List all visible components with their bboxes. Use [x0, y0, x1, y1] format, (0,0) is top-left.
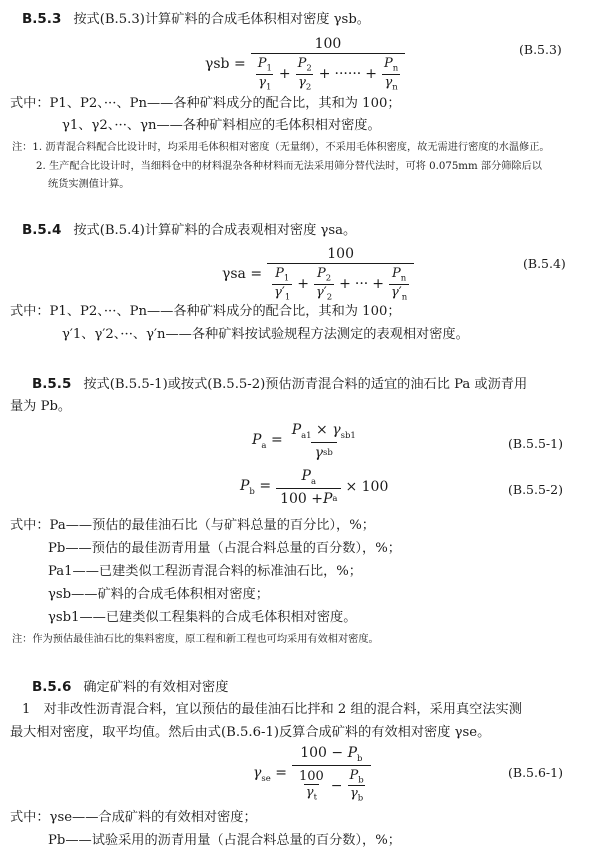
b53-eq-denominator: $P_1$ $\gamma_1$ + $\frac{P_2}{\gamma_2}$ + ······ + $\frac{P_n}{\gamma_n}$ — [251, 53, 405, 92]
b55-text-1: 按式(B.5.5-1)或按式(B.5.5-2)预估沥青混合料的适宜的油石比 Pa 或沥青用 — [83, 377, 528, 392]
b53-note-2a: 2. 生产配合比设计时，当细料仓中的材料混杂各种材料而无法采用筛分替代法时，可将 0.075mm 部分筛除后以 — [36, 161, 542, 172]
b53-where-2: γ1、γ2、···、γn——各种矿料相应的毛体积相对密度。 — [62, 118, 381, 133]
b56-text-1: 1 对非改性沥青混合料，宜以预估的最佳油石比拌和 2 组的混合料，采用真空法实测 — [22, 702, 522, 717]
b54-where-2: γ′1、γ′2、···、γ′n——各种矿料按试验规程方法测定的表观相对密度。 — [62, 327, 469, 342]
b55-text-2: 量为 Pb。 — [10, 399, 72, 414]
b54-term-n: $\frac{P_n}{\gamma'_n}$ — [390, 266, 408, 303]
b53-heading: B.5.3 — [22, 11, 62, 27]
b54-term-2: $\frac{P_2}{\gamma'_2}$ — [315, 266, 333, 303]
b56-eq-number: (B.5.6-1) — [508, 765, 563, 780]
b55-where-3: Pa1——已建类似工程沥青混合料的标准油石比，%； — [48, 564, 362, 579]
b55-heading-line — [32, 375, 527, 394]
b56-heading: B.5.6 — [32, 679, 72, 695]
b54-eq-number: (B.5.4) — [523, 256, 566, 271]
b53-term-ellipsis: ······ — [334, 66, 362, 83]
b56-title: 确定矿料的有效相对密度 — [83, 680, 229, 695]
b54-eq-lhs: γsa = — [222, 266, 263, 283]
b55-equation-2: $P_b$ = $P_a$ 100 + P a × 100 — [240, 468, 389, 507]
b56-where-1: 式中：γse——合成矿料的有效相对密度； — [10, 810, 257, 825]
b53-equation — [205, 36, 405, 92]
b56-where-2: Pb——试验采用的沥青用量（占混合料总量的百分数），%； — [48, 833, 401, 848]
b53-where-1: 式中：P1、P2、···、Pn——各种矿料成分的配合比，其和为 100； — [10, 96, 401, 111]
b55-where-5: γsb1——已建类似工程集料的合成毛体积相对密度。 — [48, 610, 357, 625]
b53-eq-number: (B.5.3) — [519, 42, 562, 57]
b54-eq-fraction — [267, 246, 414, 302]
b53-eq-fraction — [251, 36, 405, 92]
b55-equation-1: $P_a$ = $P_{a1} \times \gamma_{sb1}$ γ sb — [252, 422, 356, 461]
b55-where-2: Pb——预估的最佳沥青用量（占混合料总量的百分数），%； — [48, 541, 401, 556]
b54-eq-numerator: 100 — [327, 246, 354, 262]
b55-where-1: 式中：Pa——预估的最佳油石比（与矿料总量的百分比），%； — [10, 518, 375, 533]
b55-note: 注：作为预估最佳油石比的集料密度，原工程和新工程也可均采用有效相对密度。 — [12, 634, 379, 645]
b54-heading-line — [22, 221, 356, 240]
b53-note-2b: 统货实测值计算。 — [48, 179, 130, 190]
b53-term-2: $\frac{P_2}{\gamma_2}$ — [297, 56, 312, 93]
b53-note-1: 注：1. 沥青混合料配合比设计时，均采用毛体积相对密度（无量纲），不采用毛体积密度，故无需进行密度的水温修正。 — [12, 142, 550, 153]
b55-heading: B.5.5 — [32, 376, 72, 392]
b53-term-n: $\frac{P_n}{\gamma_n}$ — [383, 56, 399, 93]
b53-term-1: $P_1$ $\gamma_1$ — [257, 56, 272, 93]
b54-term-1: $P_1$ $\gamma'_1$ — [274, 266, 291, 303]
b53-heading-line — [22, 10, 370, 29]
b56-equation: $\gamma_{se}$ = $100 - P_b$ 100 $\gamma_t$ − $\frac{P_b}{\gamma_b}$ — [253, 745, 371, 804]
b54-equation — [222, 246, 414, 302]
b54-term-ellipsis: ··· — [354, 276, 369, 293]
b53-text: 按式(B.5.3)计算矿料的合成毛体积相对密度 γsb。 — [73, 12, 370, 27]
b55-where-4: γsb——矿料的合成毛体积相对密度； — [48, 587, 269, 602]
b55-eq2-number: (B.5.5-2) — [508, 482, 563, 497]
b56-text-2: 最大相对密度，取平均值。然后由式(B.5.6-1)反算合成矿料的有效相对密度 γse。 — [10, 725, 491, 740]
b56-heading-line — [32, 678, 228, 697]
b53-eq-lhs: γsb = — [205, 56, 246, 73]
b53-eq-numerator: 100 — [314, 36, 342, 52]
b54-heading: B.5.4 — [22, 222, 62, 238]
b54-text: 按式(B.5.4)计算矿料的合成表观相对密度 γsa。 — [73, 223, 357, 238]
b55-eq1-number: (B.5.5-1) — [508, 436, 563, 451]
b54-eq-denominator: $P_1$ $\gamma'_1$ + $\frac{P_2}{\gamma'_2}$ + ··· + $\frac{P_n}{\gamma'_n}$ — [267, 263, 414, 302]
b54-where-1: 式中：P1、P2、···、Pn——各种矿料成分的配合比，其和为 100； — [10, 304, 401, 319]
